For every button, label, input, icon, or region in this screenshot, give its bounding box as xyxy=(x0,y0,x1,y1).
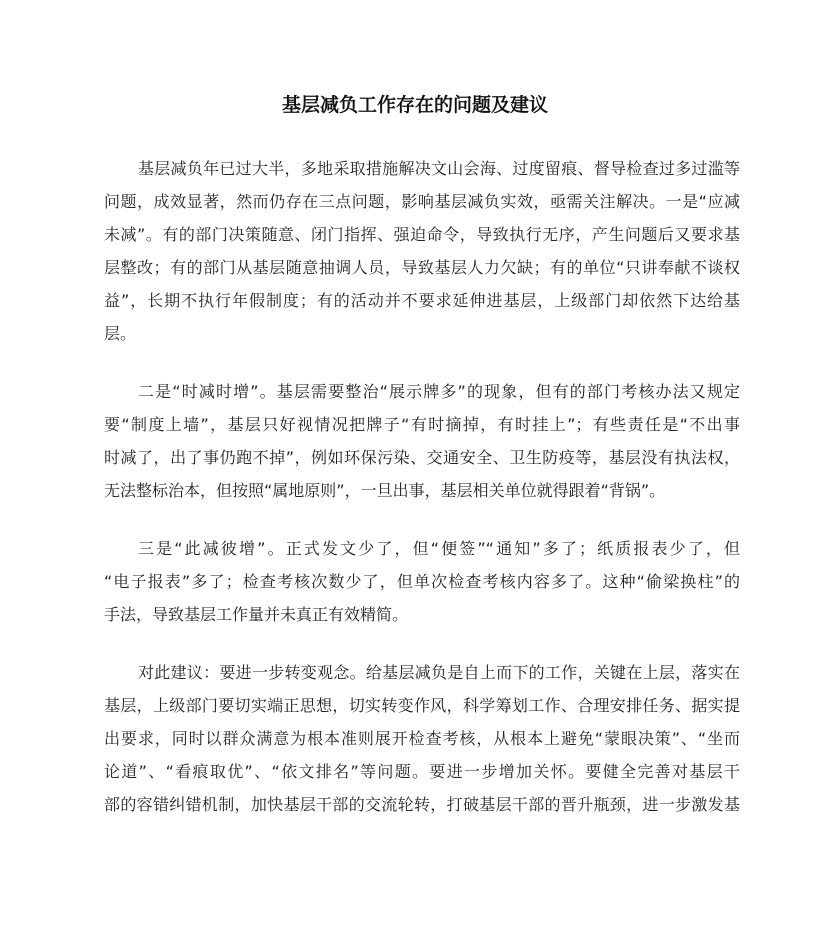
text-line: 部的容错纠错机制，加快基层干部的交流轮转，打破基层干部的晋升瓶颈，进一步激发基 xyxy=(104,795,740,814)
text-line: 未减”。有的部门决策随意、闭门指挥、强迫命令，导致执行无序，产生问题后又要求基 xyxy=(104,225,740,244)
text-line: 益”，长期不执行年假制度；有的活动并不要求延伸进基层，上级部门却依然下达给基 xyxy=(104,291,740,310)
text-line: “电子报表”多了；检查考核次数少了，但单次检查考核内容多了。这种“偷梁换柱”的 xyxy=(104,572,740,591)
text-line: 要“制度上墙”，基层只好视情况把牌子“有时摘掉，有时挂上”；有些责任是“不出事 xyxy=(104,415,740,434)
text-line: 基层减负年已过大半，多地采取措施解决文山会海、过度留痕、督导检查过多过滥等 xyxy=(138,159,740,178)
text-line: 层。 xyxy=(104,324,137,343)
text-line: 二是“时减时增”。基层需要整治“展示牌多”的现象，但有的部门考核办法又规定 xyxy=(138,382,740,401)
text-line: 无法整标治本，但按照“属地原则”，一旦出事，基层相关单位就得跟着“背锅”。 xyxy=(104,481,666,500)
text-line: 出要求，同时以群众满意为根本准则展开检查考核，从根本上避免“蒙眼决策”、“坐而 xyxy=(104,729,740,748)
text-line: 层整改；有的部门从基层随意抽调人员，导致基层人力欠缺；有的单位“只讲奉献不谈权 xyxy=(104,258,740,277)
document-title: 基层减负工作存在的问题及建议 xyxy=(281,94,548,116)
paragraph xyxy=(104,152,740,350)
document-body xyxy=(104,152,740,846)
text-line: 问题，成效显著，然而仍存在三点问题，影响基层减负实效，亟需关注解决。一是“应减 xyxy=(104,192,740,211)
text-line: 三是“此减彼增”。正式发文少了，但“便签”“通知”多了；纸质报表少了，但 xyxy=(138,539,740,558)
text-line: 对此建议：要进一步转变观念。给基层减负是自上而下的工作，关键在上层，落实在 xyxy=(138,663,740,682)
paragraph xyxy=(104,532,740,631)
paragraph xyxy=(104,656,740,821)
text-line: 时减了，出了事仍跑不掉”，例如环保污染、交通安全、卫生防疫等，基层没有执法权， xyxy=(104,448,740,467)
text-line: 手法，导致基层工作量并未真正有效精简。 xyxy=(104,605,409,624)
text-line: 基层，上级部门要切实端正思想，切实转变作风，科学筹划工作、合理安排任务、据实提 xyxy=(104,696,740,715)
paragraph xyxy=(104,375,740,507)
text-line: 论道”、“看痕取优”、“依文排名”等问题。要进一步增加关怀。要健全完善对基层干 xyxy=(104,762,740,781)
